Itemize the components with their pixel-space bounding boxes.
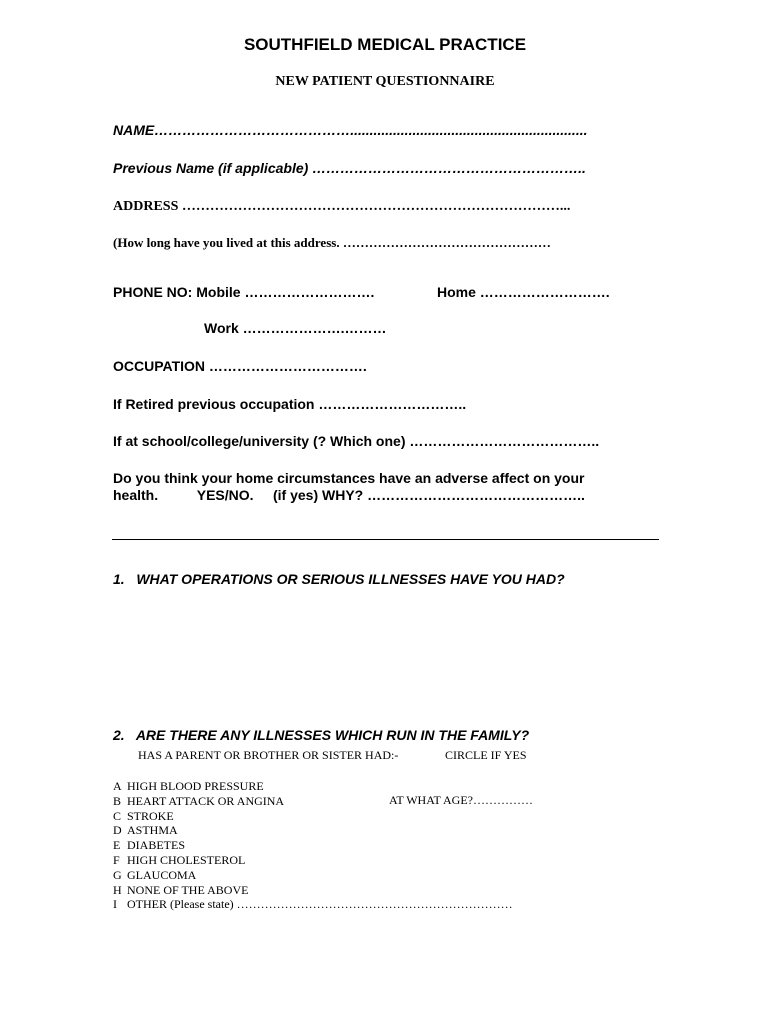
family-history-question: HAS A PARENT OR BROTHER OR SISTER HAD:- [138, 748, 399, 762]
circle-if-yes-note: CIRCLE IF YES [445, 748, 527, 762]
section1-answer-area[interactable] [113, 600, 660, 710]
list-item[interactable]: B HEART ATTACK OR ANGINA [113, 793, 285, 808]
name-field[interactable]: NAME……………………………………............................................................. [113, 122, 588, 138]
family-illness-list [113, 779, 513, 912]
form-title: NEW PATIENT QUESTIONNAIRE [275, 74, 495, 89]
section1-heading: 1. WHAT OPERATIONS OR SERIOUS ILLNESSES HAVE YOU HAD? [113, 571, 565, 587]
school-field[interactable]: If at school/college/university (? Which one) ………………………………….. [113, 433, 600, 449]
phone-mobile-field[interactable]: PHONE NO: Mobile ………………………. [113, 284, 375, 300]
section2-heading: 2. ARE THERE ANY ILLNESSES WHICH RUN IN THE FAMILY? [113, 727, 530, 743]
list-item[interactable]: F HIGH CHOLESTEROL [113, 852, 246, 867]
list-item[interactable]: E DIABETES [113, 838, 185, 853]
phone-home-field[interactable]: Home ………………………. [437, 284, 610, 300]
list-item[interactable]: D ASTHMA [113, 823, 178, 838]
previous-name-field[interactable]: Previous Name (if applicable) ………………………………………………….. [113, 160, 586, 176]
list-item[interactable]: I OTHER (Please state) …………………………………………………………… [113, 897, 513, 912]
list-item[interactable]: H NONE OF THE ABOVE [113, 882, 249, 897]
phone-work-field[interactable]: Work ………………….……… [204, 320, 387, 336]
address-field[interactable]: ADDRESS ………………………………………………………………………... [113, 199, 571, 214]
practice-name: SOUTHFIELD MEDICAL PRACTICE [243, 35, 527, 54]
list-item[interactable]: G GLAUCOMA [113, 867, 197, 882]
retired-occupation-field[interactable]: If Retired previous occupation ………………………….. [113, 396, 467, 412]
home-circumstances-question: Do you think your home circumstances have an adverse affect on your [113, 470, 585, 486]
age-prompt-field[interactable]: AT WHAT AGE?…………… [389, 793, 533, 807]
occupation-field[interactable]: OCCUPATION ……………………………. [113, 358, 367, 374]
address-duration-field[interactable]: (How long have you lived at this address. ………………………………………… [113, 235, 551, 250]
list-item[interactable]: A HIGH BLOOD PRESSURE [113, 779, 264, 793]
list-item[interactable]: C STROKE [113, 808, 174, 823]
home-circumstances-answer[interactable]: health. YES/NO. (if yes) WHY? ……………………………………….. [113, 487, 585, 503]
section-divider [112, 539, 659, 540]
